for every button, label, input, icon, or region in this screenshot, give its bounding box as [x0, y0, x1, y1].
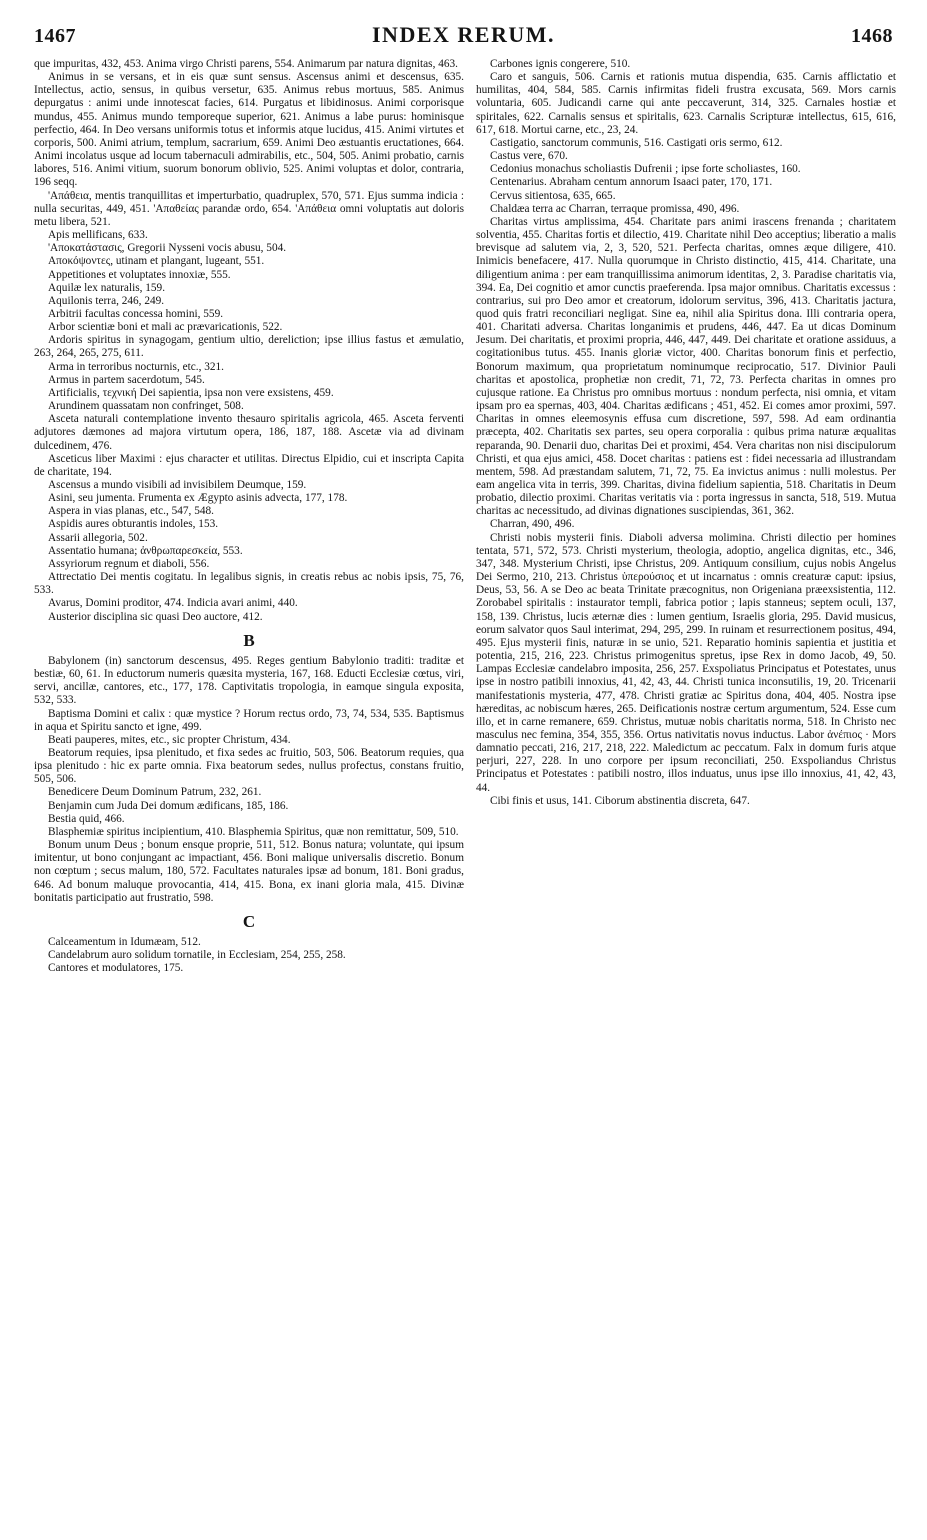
- index-entry: Beati pauperes, mites, etc., sic propter Christum, 434.: [48, 733, 291, 746]
- index-entry: Castigatio, sanctorum communis, 516. Castigati oris sermo, 612.: [490, 136, 783, 149]
- index-entry: Centenarius. Abraham centum annorum Isaaci pater, 170, 171.: [490, 176, 773, 189]
- index-entry: Aspera in vias planas, etc., 547, 548.: [48, 505, 214, 518]
- index-entry: Arundinem quassatam non confringet, 508.: [48, 400, 244, 413]
- index-entry: que impuritas, 432, 453. Anima virgo Christi parens, 554. Animarum par natura dignitas, 463.: [34, 58, 458, 70]
- index-entry: Arbitrii facultas concessa homini, 559.: [48, 307, 224, 320]
- index-entry: Benedicere Deum Dominum Patrum, 232, 261.: [48, 786, 262, 799]
- index-entry: Austerior disciplina sic quasi Deo auctore, 412.: [48, 610, 263, 623]
- index-entry: Charran, 490, 496.: [490, 518, 575, 531]
- index-entry: 'Αποκατάστασις, Gregorii Nysseni vocis abusu, 504.: [48, 242, 287, 255]
- index-entry: Beatorum requies, ipsa plenitudo, et fixa sedes ac fruitio, 503, 506. Beatorum requies, qua ipsa plenitudo : hic ex parte omnia. Fixa beatorum sedes, nullus profectus, constans fruitio, 505, 506.: [34, 746, 464, 786]
- index-entry: Cantores et modulatores, 175.: [48, 962, 184, 975]
- index-entry: Assentatio humana; ἀνθρωπαρεσκεία, 553.: [48, 544, 243, 557]
- index-entry: Asini, seu jumenta. Frumenta ex Ægypto asinis advecta, 177, 178.: [48, 492, 348, 505]
- index-entry: Assarii allegoria, 502.: [48, 531, 148, 544]
- left-column: [34, 58, 464, 975]
- index-entry: Baptisma Domini et calix : quæ mystice ? Horum rectus ordo, 73, 74, 534, 535. Baptismus in aqua et Spiritu sancto et igne, 499.: [34, 707, 464, 733]
- index-entry: Cibi finis et usus, 141. Ciborum abstinentia discreta, 647.: [490, 794, 750, 807]
- index-entry: Appetitiones et voluptates innoxiæ, 555.: [48, 268, 231, 281]
- page-header: [34, 22, 893, 56]
- index-entry: Cervus sitientosa, 635, 665.: [490, 189, 616, 202]
- index-entry: Animus in se versans, et in eis quæ sunt sensus. Ascensus animi et descensus, 635. Intellectus, actio, sensus, in quibus versetur, 635. Animus rebus mortuus, 585. Animus depurgatus : animi unde innotescat facies, 614. Purgatus et libidinosus. Animi corporisque mundus, 455. Animus mundo temporeque superior, 621. Animus a labe purus: hominisque perfectio, 464. In Deo versans uniformis totus et informis atque lucidus, 415. Animi virtutes et corporis, 500. Animi atrium, templum, sacrarium, 659. Animi Deo æstuantis eructationes, 664. Animi incolatus usque ad locum tabernaculi admirabilis, etc., 504, 505. Animi probatio, carnis labores, 516. Animi vitium, suorum bonorum oblivio, 525. Animi voluptas et dolor, contraria, 196 seqq.: [34, 71, 464, 189]
- index-entry: Aquilonis terra, 246, 249.: [48, 294, 165, 307]
- index-entry: Cedonius monachus scholiastis Dufrenii ; ipse forte scholiastes, 160.: [490, 163, 801, 176]
- index-entry: Charitas virtus amplissima, 454. Charitate pars animi irascens frenanda ; charitatem solventia, 455. Charitas fortis et dilectio, 419. Charitate nihil Deo acceptius; liberatio a malis brevisque ad salutem via, 2, 3, 520, 521. Perfecta charitas, omnes æque diligere, 410. Inimicis benefacere, 417. Nulla quorumque in Christo distinctio, 415, 414. Charitate, una diligentium anima : per eam tranquillissima animorum identitas, 2, 3. Paradise charitatis via, 394. Ea, Dei cognitio et amor cunctis praeferenda. Ipsa major omnibus. Charitatis excessus : contrarius, sui pro Deo amor et creatorum, idolorum servitus, 396, 413. Charitatis jactura, quod quis fratri reconciliari negligat. Sine ea, nihil alia Spiritus dona. Illi contraria opera, 401. Charitati adversa. Charitas longanimis et prudens, 446, 447. Ea ut dicas Dominum Jesum. Dei charitatis, et proximi propria, 446, 447, 449. Dei charitate et oratione assiduus, a cogitationibus tutus. 455. Inanis gloriæ victor, 400. Charitas bonorum finis et perfectio, Bonorum maximum, qua proprietatum nominumque reciprocatio, 517. Divinior Pauli charitas et apostolica, prophetiæ non credit, 71, 72, 73. Perfecta charitas in omnes pro cujusque ratione. Ea Christus pro omnibus mortuus : nondum perfecta, nisi omnia, et vitam ipsam pro ea spernas, 403, 404. Charitas ædificans ; 451, 452. Ei comes amor proximi, 597. Charitas in omnes eleemosynis effusa cum discretione, 597, 598. Ad eam ordinantia præcepta, 402. Charitatis sex partes, seu opera corporalia : quibus prima naturæ æqualitas reparanda, 90. Denarii duo, charitas Dei et proximi, 454. Vera charitas non nisi discipulorum Christi, et qua ejus amici, 458. Docet charitas : patiens est : fidei necessaria ad illustrandam mentem, 598. Ad præstandam salutem, 71, 72, 75. Ea invictus animus : nulli molestus. Per eam angelica vita in terris, 399. Charitas, divina fidelium sapientia, 518. Charitatis in Deum probatio, dilectio proximi. Charitas veritatis via : porta ingressus in sancta, 518, 519. Mutua charitas ac necessitudo, ad divinas dignationes suscipiendas, 361, 362.: [476, 215, 896, 518]
- index-entry: Benjamin cum Juda Dei domum ædificans, 185, 186.: [48, 799, 289, 812]
- index-entry: Artificialis, τεχνική Dei sapientia, ipsa non vere exsistens, 459.: [48, 386, 334, 399]
- index-entry: Armus in partem sacerdotum, 545.: [48, 373, 205, 386]
- index-entry: Aquilæ lex naturalis, 159.: [48, 281, 166, 294]
- index-entry: Caro et sanguis, 506. Carnis et rationis mutua dispendia, 635. Carnis afflictatio et humilitas, 404, 584, 585. Carnis infirmitas fideli frustra excusata, 569. Mors carnis voluntaria, 605. Judicandi carne qui ante peccaverunt, 314, 325. Carnales hostiæ et spiritales, 622. Carnalis sensus et spiritalis, 623. Carnalis Scripturæ intellectus, 615, 616, 617, 618. Mortui carne, etc., 23, 24.: [476, 71, 896, 136]
- index-entry: Asceta naturali contemplatione invento thesauro spiritalis agricola, 465. Asceta ferventi adjutores dæmones ad majora virtutum opera, 186, 187, 188. Ascetæ via ad divinam dulcedinem, 476.: [34, 413, 464, 452]
- index-entry: Babylonem (in) sanctorum descensus, 495. Reges gentium Babylonio traditi: traditæ et bestiæ, 60, 61. In eductorum numeris quæsita mysteria, 167, 168. Educti Ecclesiæ cœtus, viri, servi, ancillæ, cantores, etc., 177, 178. Captivitatis tropologia, in eamque singula exposita, 532, 533.: [34, 654, 464, 707]
- index-entry: Arma in terroribus nocturnis, etc., 321.: [48, 360, 225, 373]
- index-entry: Blasphemiæ spiritus incipientium, 410. Blasphemia Spiritus, quæ non remittatur, 509, 510.: [48, 825, 459, 838]
- left-page-number: 1467: [34, 25, 76, 47]
- index-entry: Asceticus liber Maximi : ejus character et utilitas. Directus Elpidio, cui et inscripta Capita de charitate, 194.: [34, 452, 464, 478]
- index-entry: Calceamentum in Idumæam, 512.: [48, 936, 201, 948]
- index-entry: Ardoris spiritus in synagogam, gentium ultio, dereliction; ipse illius fastus et æmulatio, 263, 264, 265, 275, 611.: [34, 334, 464, 360]
- index-entry: Attrectatio Dei mentis cogitatu. In legalibus signis, in creatis rebus ac nobis ipsis, 75, 76, 533.: [34, 571, 464, 597]
- index-entry: Castus vere, 670.: [490, 150, 568, 163]
- index-entry: Arbor scientiæ boni et mali ac prævaricationis, 522.: [48, 321, 283, 334]
- index-entry: Avarus, Domini proditor, 474. Indicia avari animi, 440.: [48, 597, 298, 610]
- index-entry: Αποκόψοντες, utinam et plangant, lugeant, 551.: [48, 255, 265, 268]
- index-entry: Assyriorum regnum et diaboli, 556.: [48, 557, 210, 570]
- index-entry: Carbones ignis congerere, 510.: [490, 58, 631, 70]
- index-entry: Chaldæa terra ac Charran, terraque promissa, 490, 496.: [490, 202, 740, 215]
- index-entry: Aspidis aures obturantis indoles, 153.: [48, 518, 219, 531]
- index-entry: Bestia quid, 466.: [48, 812, 125, 825]
- index-entry: 'Απάθεια, mentis tranquillitas et imperturbatio, quadruplex, 570, 571. Ejus summa indicia : nulla securitas, 449, 451. 'Απαθείας parandæ ordo, 654. 'Απάθεια omni voluptatis aut doloris metu libera, 521.: [34, 189, 464, 228]
- right-page-number: 1468: [851, 25, 893, 47]
- right-column: [476, 58, 896, 808]
- index-entry: Christi nobis mysterii finis. Diaboli adversa molimina. Christi dilectio per homines tentata, 571, 572, 573. Christi mysterium, theologia, adoptio, angelica dignitas, etc., 346, 347, 348. Mysterium Christi, ipse Christus, 209. Antiquum consilium, cujus nobis Angelus Dei Sermo, 210, 213. Christus ὑπερούσιος et ut incarnatus : omnis creaturæ caput: ipsius, Deus, 53, 56. A se Deo ac beata Trinitate præcognitus, non Origeniana præexsistentia, 112. Zorobabel spiritalis : instaurator templi, fabrica potior ; lapis stanneus; septem oculi, 137, 158, 139. Christus, lucis æternæ dies : lumen gentium, Israelis gloria, 295. David musicus, eorum salvator quos Saul interimat, 294, 295, 299. In ruinam et resurrectionem positus, 494, 495. Ejus mysterii finis, naturæ in se unio, 521. Reparatio hominis sapientia et justitia et potentia, 215, 216, 223. Christus primogenitus spretus, ipse Rex in domo Jacob, 49, 50. Lampas Ecclesiæ candelabro imposita, 256, 257. Exspoliatus Principatus et Potestates, unus ipse in nostro patibili innoxius, 41, 42, 43, 44. Christi tunica inconsutilis, 19, 20. Tricenarii manifestationis mysteria, 477, 478. Christi gratiæ ac Spiritus dona, 404, 405. Nostra ipse hæreditas, ac nobiscum hæres, 265. Deificationis nostræ certum argumentum, 524. Esse cum illo, et in carne remanere, 659. Christus, mutuæ nobis charitatis norma, 518. In Christo nec masculus nec femina, 354, 355, 356. Ortus nativitatis novus inductus. Labor ἀνέπιος · Mors damnatio peccati, 216, 217, 218, 222. Maledictum ac peccatum. Falx in domum furis atque perjuri, 227, 228. In uno corpore per ipsum reconciliati, 250. Exspoliandus Christus Principatus et Potestates : patibili nostro, illos induatus, unus ipse illo innoxius, 41, 42, 43, 44.: [476, 531, 896, 794]
- index-entry: Apis mellificans, 633.: [48, 229, 148, 242]
- index-entry: Bonum unum Deus ; bonum ensque proprie, 511, 512. Bonus natura; voluntate, qui ipsum imitentur, ut bono conjungant ac impactiant, 456. Boni malique universalis discretio. Bonum non cœptum ; secus malum, 180, 572. Facultates naturales ipsæ ad bonum, 181. Boni gradus, 646. Ad bonum maluque provocantia, 414, 415. Bona, ex inani gloria mala, 415. Divinæ bonitatis participatio aut frustratio, 598.: [34, 839, 464, 904]
- index-entry: Ascensus a mundo visibili ad invisibilem Deumque, 159.: [48, 479, 307, 491]
- index-entry: Candelabrum auro solidum tornatile, in Ecclesiam, 254, 255, 258.: [48, 949, 346, 962]
- section-letter-c: C: [242, 911, 256, 931]
- running-title: INDEX RERUM.: [372, 22, 555, 47]
- section-letter-b: B: [243, 630, 255, 650]
